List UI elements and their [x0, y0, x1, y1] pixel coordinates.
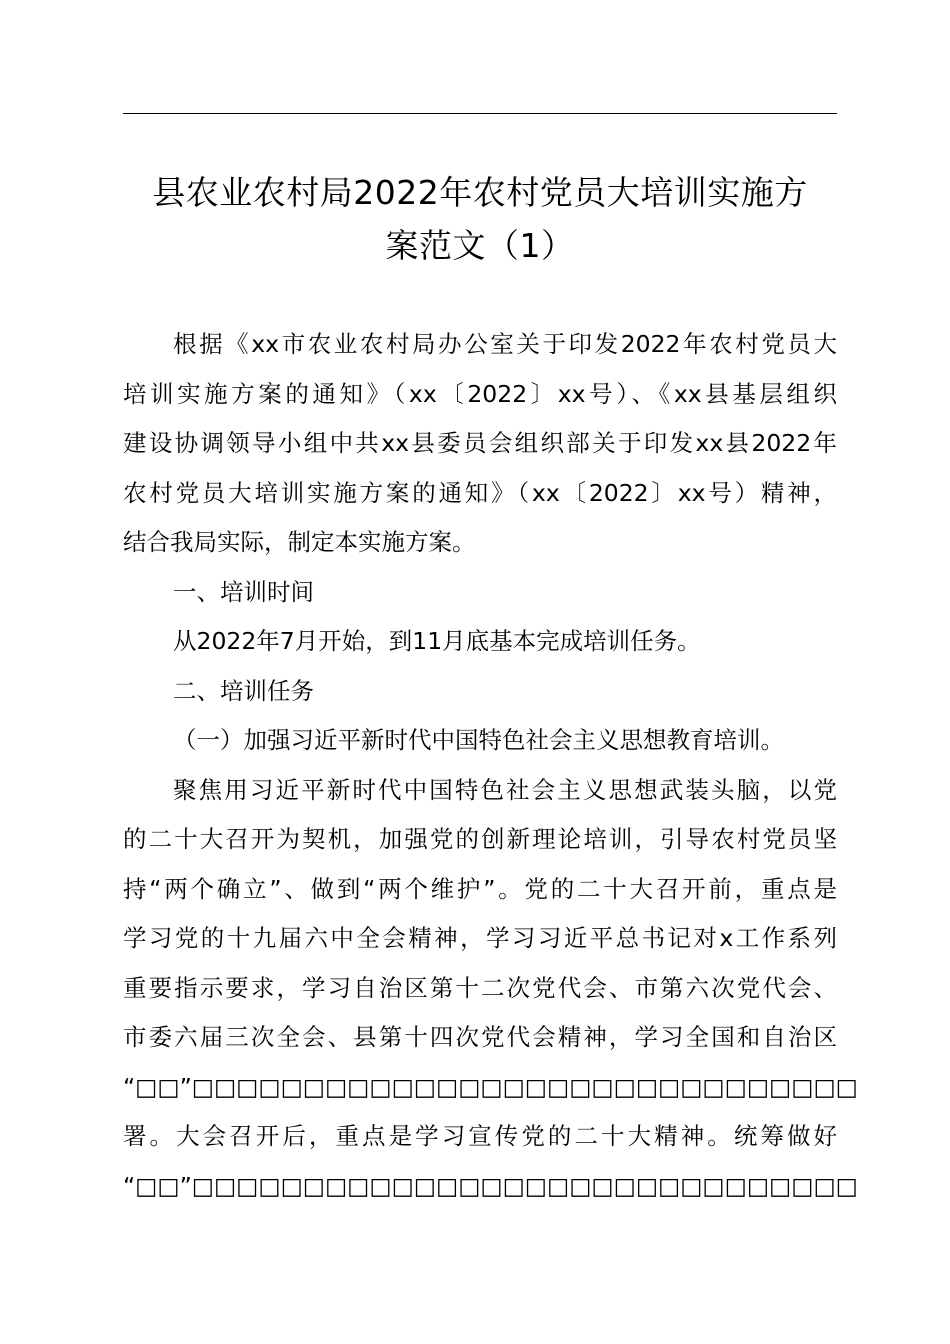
body-line: 学习党的十九届六中全会精神，学习习近平总书记对x工作系列	[123, 924, 837, 952]
body-line: 农村党员大培训实施方案的通知》（xx〔2022〕xx号）精神，	[123, 478, 837, 507]
body-line: 建设协调领导小组中共xx县委员会组织部关于印发xx县2022年	[123, 429, 837, 457]
body-line: 的二十大召开为契机，加强党的创新理论培训，引导农村党员坚	[123, 825, 837, 853]
body-line: “□□”□□□□□□□□□□□□□□□□□□□□□□□□□□□□□□	[123, 1072, 858, 1101]
body-line: 市委六届三次全会、县第十四次党代会精神，学习全国和自治区	[123, 1023, 837, 1051]
document-body	[123, 320, 858, 1211]
body-line: 根据《xx市农业农村局办公室关于印发2022年农村党员大	[173, 330, 837, 358]
subsection-heading: （一）加强习近平新时代中国特色社会主义思想教育培训。	[173, 726, 784, 754]
body-line: 重要指示要求，学习自治区第十二次党代会、市第六次党代会、	[123, 973, 837, 1002]
body-line: 结合我局实际，制定本实施方案。	[123, 528, 476, 556]
header-rule	[123, 113, 837, 114]
section-heading: 一、培训时间	[173, 577, 314, 606]
body-line: 署。大会召开后，重点是学习宣传党的二十大精神。统筹做好	[123, 1122, 837, 1150]
body-line: 培训实施方案的通知》（xx〔2022〕xx号）、《xx县基层组织	[123, 379, 837, 408]
body-line: 持“两个确立”、做到“两个维护”。党的二十大召开前，重点是	[123, 874, 837, 903]
document-title	[123, 166, 837, 272]
body-line: 从2022年7月开始，到11月底基本完成培训任务。	[173, 627, 701, 655]
title-line: 县农业农村局2022年农村党员大培训实施方	[152, 173, 808, 212]
section-heading: 二、培训任务	[173, 676, 314, 705]
body-line: 聚焦用习近平新时代中国特色社会主义思想武装头脑，以党	[173, 775, 837, 804]
body-line: “□□”□□□□□□□□□□□□□□□□□□□□□□□□□□□□□□	[123, 1171, 858, 1200]
title-line: 案范文（1）	[385, 226, 575, 265]
